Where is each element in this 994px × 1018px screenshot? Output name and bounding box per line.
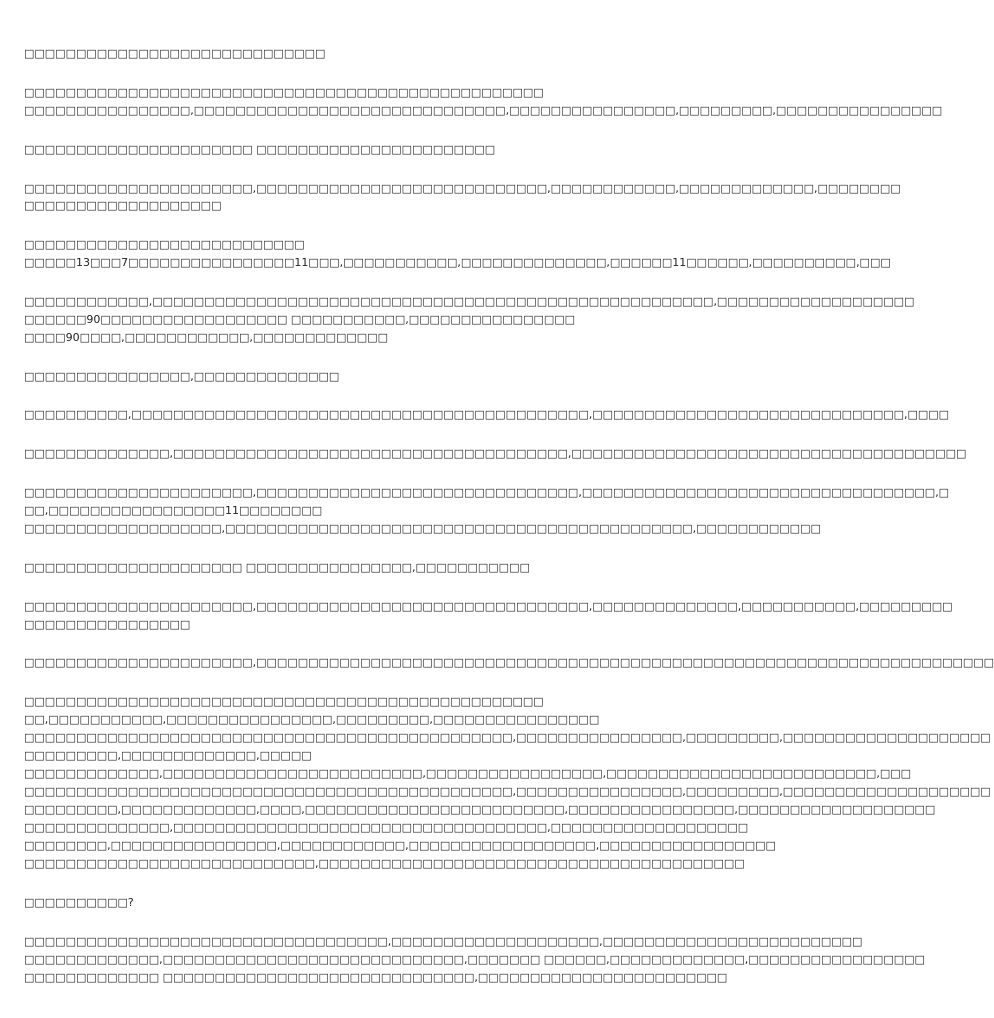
- text-line-25: □□□□□□□□□,□□□□□□□□□□□□□,□□□□□: [24, 749, 312, 762]
- text-line-14: □□□□□□□□□□□□□□,□□□□□□□□□□□□□□□□□□□□□□□□□□□□□□□□□□□□□□,□□□□□□□□□□□□□□□□□□□□□□□□□□□□□□□□□□□□□□: [24, 447, 967, 460]
- text-line-34: □□□□□□□□□□□□□,□□□□□□□□□□□□□□□□□□□□□□□□□□□□□,□□□□□□□ □□□□□□,□□□□□□□□□□□□□,□□□□□□□□□□□□□□□□□: [24, 953, 925, 966]
- text-line-1: □□□□□□□□□□□□□□□□□□□□□□□□□□□□□: [24, 47, 326, 60]
- text-line-16: □□,□□□□□□□□□□□□□□□□□11□□□□□□□□: [24, 504, 323, 517]
- text-line-12: □□□□□□□□□□□□□□□□,□□□□□□□□□□□□□□: [24, 370, 340, 383]
- text-line-6: □□□□□□□□□□□□□□□□□□□: [24, 199, 222, 212]
- text-line-2: □□□□□□□□□□□□□□□□□□□□□□□□□□□□□□□□□□□□□□□□□□□□□□□□□□: [24, 86, 544, 99]
- text-line-19: □□□□□□□□□□□□□□□□□□□□□□,□□□□□□□□□□□□□□□□□□□□□□□□□□□□□□□□,□□□□□□□□□□□□□□,□□□□□□□□□□□,□□□□□□□□□: [24, 600, 953, 613]
- text-line-31: □□□□□□□□□□□□□□□□□□□□□□□□□□□□,□□□□□□□□□□□□□□□□□□□□□□□□□□□□□□□□□□□□□□□□□: [24, 857, 745, 870]
- text-line-23: □□,□□□□□□□□□□□,□□□□□□□□□□□□□□□□,□□□□□□□□□,□□□□□□□□□□□□□□□□: [24, 713, 600, 726]
- text-line-26: □□□□□□□□□□□□□,□□□□□□□□□□□□□□□□□□□□□□□□□,□□□□□□□□□□□□□□□□□,□□□□□□□□□□□□□□□□□□□□□□□□□□,□□□: [24, 767, 912, 780]
- text-line-9: □□□□□□□□□□□□,□□□□□□□□□□□□□□□□□□□□□□□□□□□□□□□□□□□□□□□□□□□□□□□□□□□□□□,□□□□□□□□□□□□□□□□□□□: [24, 295, 915, 308]
- text-line-24: □□□□□□□□□□□□□□□□□□□□□□□□□□□□□□□□□□□□□□□□□□□□□□□,□□□□□□□□□□□□□□□□,□□□□□□□□□,□□□□□□□□□□□□□□□□□□□□: [24, 731, 991, 744]
- text-line-28: □□□□□□□□□,□□□□□□□□□□□□□,□□□□,□□□□□□□□□□□□□□□□□□□□□□□□□,□□□□□□□□□□□□□□□□,□□□□□□□□□□□□□□□□□□□: [24, 803, 936, 816]
- text-line-15: □□□□□□□□□□□□□□□□□□□□□□,□□□□□□□□□□□□□□□□□□□□□□□□□□□□□□□,□□□□□□□□□□□□□□□□□□□□□□□□□□□□□□□□□□,□: [24, 486, 950, 499]
- text-line-18: □□□□□□□□□□□□□□□□□□□□□ □□□□□□□□□□□□□□□□,□□□□□□□□□□□: [24, 561, 530, 574]
- text-line-5: □□□□□□□□□□□□□□□□□□□□□□,□□□□□□□□□□□□□□□□□□□□□□□□□□□□,□□□□□□□□□□□□,□□□□□□□□□□□□□,□□□□□□□□: [24, 182, 901, 195]
- text-line-35: □□□□□□□□□□□□□ □□□□□□□□□□□□□□□□□□□□□□□□□□□□□□,□□□□□□□□□□□□□□□□□□□□□□□□: [24, 971, 728, 984]
- text-line-13: □□□□□□□□□□,□□□□□□□□□□□□□□□□□□□□□□□□□□□□□□□□□□□□□□□□□□□□,□□□□□□□□□□□□□□□□□□□□□□□□□□□□□□,□□□□: [24, 408, 950, 421]
- text-line-22: □□□□□□□□□□□□□□□□□□□□□□□□□□□□□□□□□□□□□□□□□□□□□□□□□□: [24, 695, 544, 708]
- text-line-29: □□□□□□□□□□□□□□,□□□□□□□□□□□□□□□□□□□□□□□□□□□□□□□□□□□□,□□□□□□□□□□□□□□□□□□□: [24, 821, 749, 834]
- text-line-30: □□□□□□□□,□□□□□□□□□□□□□□□□,□□□□□□□□□□□□,□□□□□□□□□□□□□□□□□□,□□□□□□□□□□□□□□□□□: [24, 839, 776, 852]
- text-line-27: □□□□□□□□□□□□□□□□□□□□□□□□□□□□□□□□□□□□□□□□□□□□□□□,□□□□□□□□□□□□□□□□,□□□□□□□□□,□□□□□□□□□□□□□□□□□□□□: [24, 785, 991, 798]
- text-line-33: □□□□□□□□□□□□□□□□□□□□□□□□□□□□□□□□□□□,□□□□□□□□□□□□□□□□□□□□,□□□□□□□□□□□□□□□□□□□□□□□□□: [24, 935, 863, 948]
- text-line-21: □□□□□□□□□□□□□□□□□□□□□□,□□□□□□□□□□□□□□□□□□□□□□□□□□□□□□□□□□□□□□□□□□□□□□□□□□□□□□□□□□□□□□□□□□□□□□□: [24, 656, 994, 669]
- text-line-17: □□□□□□□□□□□□□□□□□□□,□□□□□□□□□□□□□□□□□□□□□□□□□□□□□□□□□□□□□□□□□□□□□,□□□□□□□□□□□□: [24, 522, 821, 535]
- text-line-7: □□□□□□□□□□□□□□□□□□□□□□□□□□□: [24, 238, 305, 251]
- text-line-32: □□□□□□□□□□?: [24, 896, 134, 909]
- text-line-11: □□□□90□□□□,□□□□□□□□□□□□,□□□□□□□□□□□□□: [24, 331, 388, 344]
- text-line-4: □□□□□□□□□□□□□□□□□□□□□□ □□□□□□□□□□□□□□□□□□□□□□□: [24, 143, 496, 156]
- text-line-20: □□□□□□□□□□□□□□□□: [24, 618, 191, 631]
- text-line-8: □□□□□13□□□7□□□□□□□□□□□□□□□□11□□□,□□□□□□□□□□□,□□□□□□□□□□□□□□,□□□□□□11□□□□□□,□□□□□□□□□□,□□□: [24, 256, 891, 269]
- text-line-3: □□□□□□□□□□□□□□□□,□□□□□□□□□□□□□□□□□□□□□□□□□□□□□□,□□□□□□□□□□□□□□□□,□□□□□□□□□,□□□□□□□□□□□□□□□□: [24, 104, 943, 117]
- text-line-10: □□□□□□90□□□□□□□□□□□□□□□□□□ □□□□□□□□□□□,□□□□□□□□□□□□□□□□: [24, 313, 576, 326]
